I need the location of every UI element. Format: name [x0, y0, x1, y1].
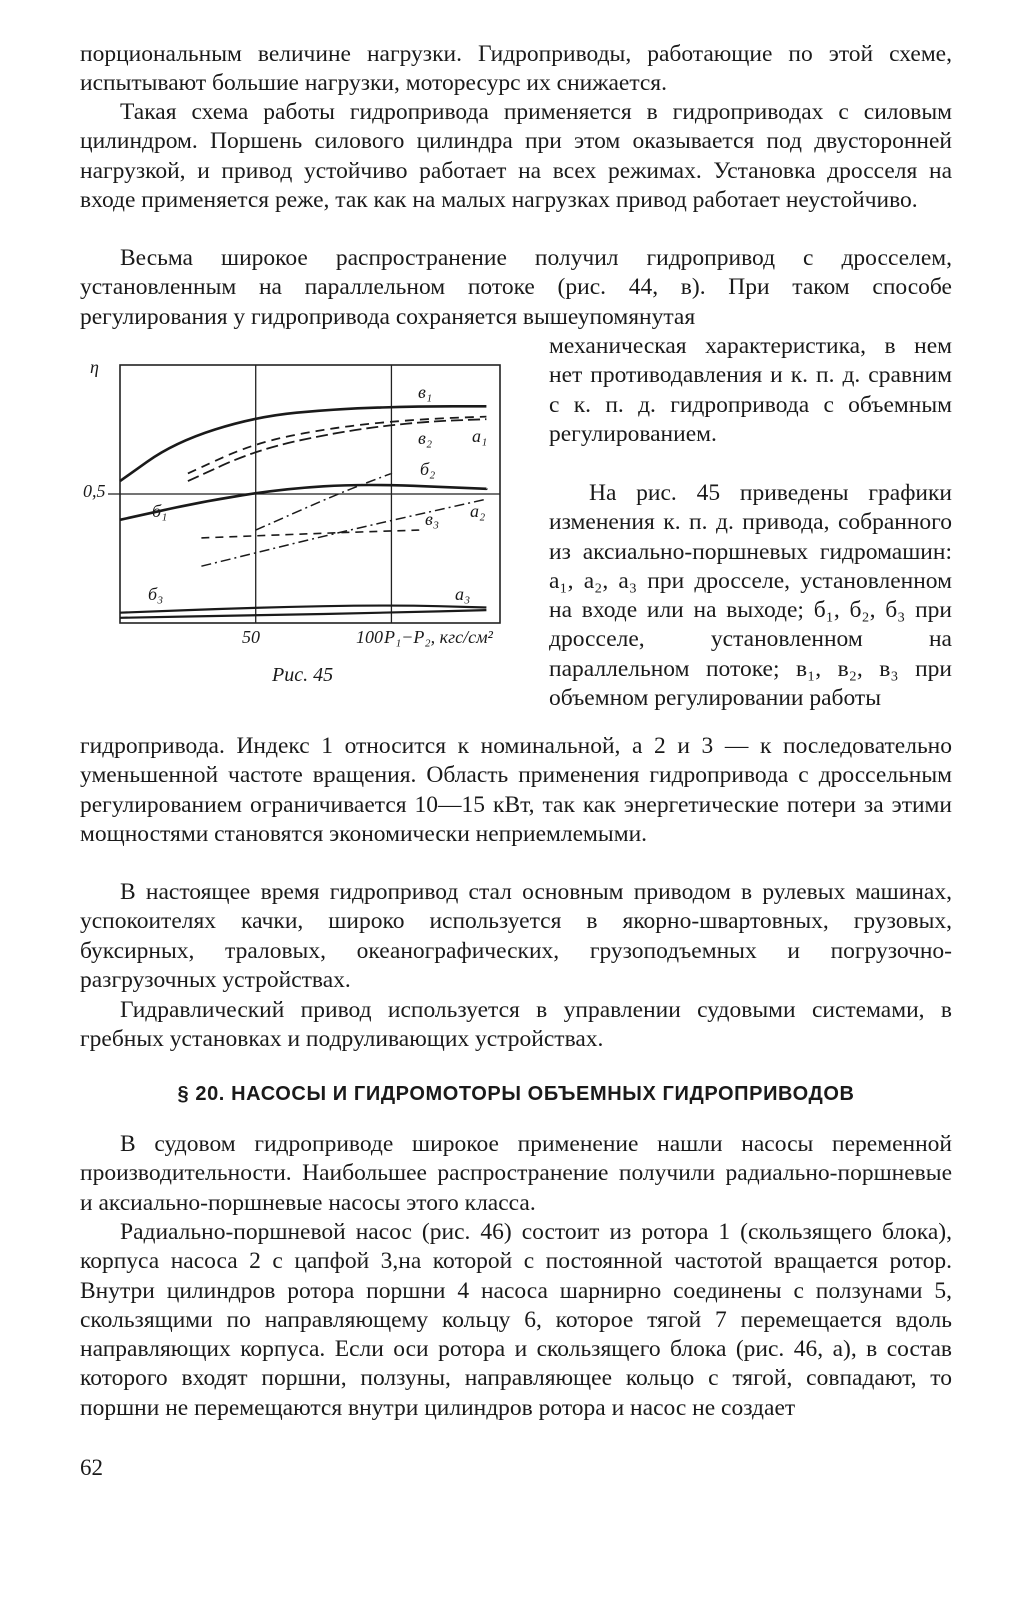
- curve-label-b3: б₃: [148, 584, 164, 604]
- curve-label-b2: б₂: [420, 459, 436, 479]
- curve-label-b1: б₁: [152, 501, 168, 521]
- paragraph-1: порциональным величине нагрузки. Гидроприводы, работающие по этой схеме, испытывают большие нагрузки, моторесурс их снижается.: [80, 41, 952, 97]
- section-heading: § 20. НАСОСЫ И ГИДРОМОТОРЫ ОБЪЕМНЫХ ГИДРОПРИВОДОВ: [177, 1083, 855, 1105]
- wrapped-text-1: механическая характеристика, в нем нет противодавления и к. п. д. сравним с к. п. д. гидропривода с объемным регулированием.: [549, 333, 952, 447]
- figure-caption: Рис. 45: [272, 664, 334, 686]
- curve-label-a2: а₂: [470, 501, 486, 521]
- x-tick-label-100: 100: [356, 627, 383, 647]
- curve-label-v1: в₁: [418, 382, 433, 402]
- x-axis-label: P₁−P₂, кгс/см²: [384, 627, 493, 647]
- paragraph-7: В судовом гидроприводе широкое применение нашли насосы переменной производительности. Наибольшее распространение получили радиально-поршневые и аксиально-поршневые насосы этого класса.: [80, 1131, 952, 1216]
- paragraph-2: Такая схема работы гидропривода применяется в гидроприводах с силовым цилиндром. Поршень силового цилиндра при этом оказывается под двусторонней нагрузкой, и привод устойчиво работает на всех режимах. Установка дросселя на входе применяется реже, так как на малых нагрузках привод работает неустойчиво.: [80, 99, 952, 213]
- paragraph-8: Радиально-поршневой насос (рис. 46) состоит из ротора 1 (скользящего блока), корпуса насоса 2 с цапфой 3,на которой с постоянной частотой вращается ротор. Внутри цилиндров ротора поршни 4 насоса шарнирно соединены с ползунами 5, скользящими по направляющему кольцу 6, которое тягой 7 перемещается вдоль направляющих корпуса. Если оси ротора и скользящего блока (рис. 46, а), в состав которого входят поршни, ползуны, направляющее кольцо с тягой, совпадают, то поршни не перемещаются внутри цилиндров ротора и насос не создает: [80, 1219, 952, 1421]
- efficiency-chart: [80, 345, 520, 665]
- y-axis-label: η: [90, 357, 99, 377]
- paragraph-6: Гидравлический привод используется в управлении судовыми системами, в гребных установках и подруливающих устройствах.: [80, 997, 952, 1053]
- curve-label-a1: а₁: [472, 426, 488, 446]
- paragraph-3: Весьма широкое распространение получил гидропривод с дросселем, установленным на параллельном потоке (рис. 44, в). При таком способе регулирования у гидропривода сохраняется вышеупомянутая: [80, 245, 952, 330]
- curve-series-6: [201, 530, 418, 538]
- page-number: 62: [80, 1455, 103, 1480]
- y-tick-label: 0,5: [83, 481, 106, 501]
- paragraph-5: В настоящее время гидропривод стал основным приводом в рулевых машинах, успокоителях качки, широко используется в якорно-швартовных, грузовых, буксирных, траловых, океанографических, грузоподъемных и погрузочно-разгрузочных устройствах.: [80, 879, 952, 993]
- chart-frame: [108, 365, 500, 623]
- curve-label-a3: а₃: [455, 584, 471, 604]
- curve-label-v2: в₂: [418, 428, 433, 448]
- wrapped-text-2: На рис. 45 приведены графики изменения к. п. д. привода, собранного из аксиально-поршневых гидромашин: а₁, а₂, а₃ при дросселе, установленном на входе или на выходе; б₁, б₂, б₃ при дросселе, установленном на параллельном потоке; в₁, в₂, в₃ при объемном регулировании работы: [549, 480, 952, 712]
- curve-series-3: [256, 473, 392, 530]
- paragraph-4: гидропривода. Индекс 1 относится к номинальной, а 2 и 3 — к последовательно уменьшенной частоте вращения. Область применения гидропривода с дроссельным регулированием ограничивается 10—15 кВт, так как энергетические потери за этими мощностями становятся экономически неприемлемыми.: [80, 733, 952, 847]
- curve-label-v3: в₃: [425, 509, 440, 529]
- x-tick-label-50: 50: [242, 627, 260, 647]
